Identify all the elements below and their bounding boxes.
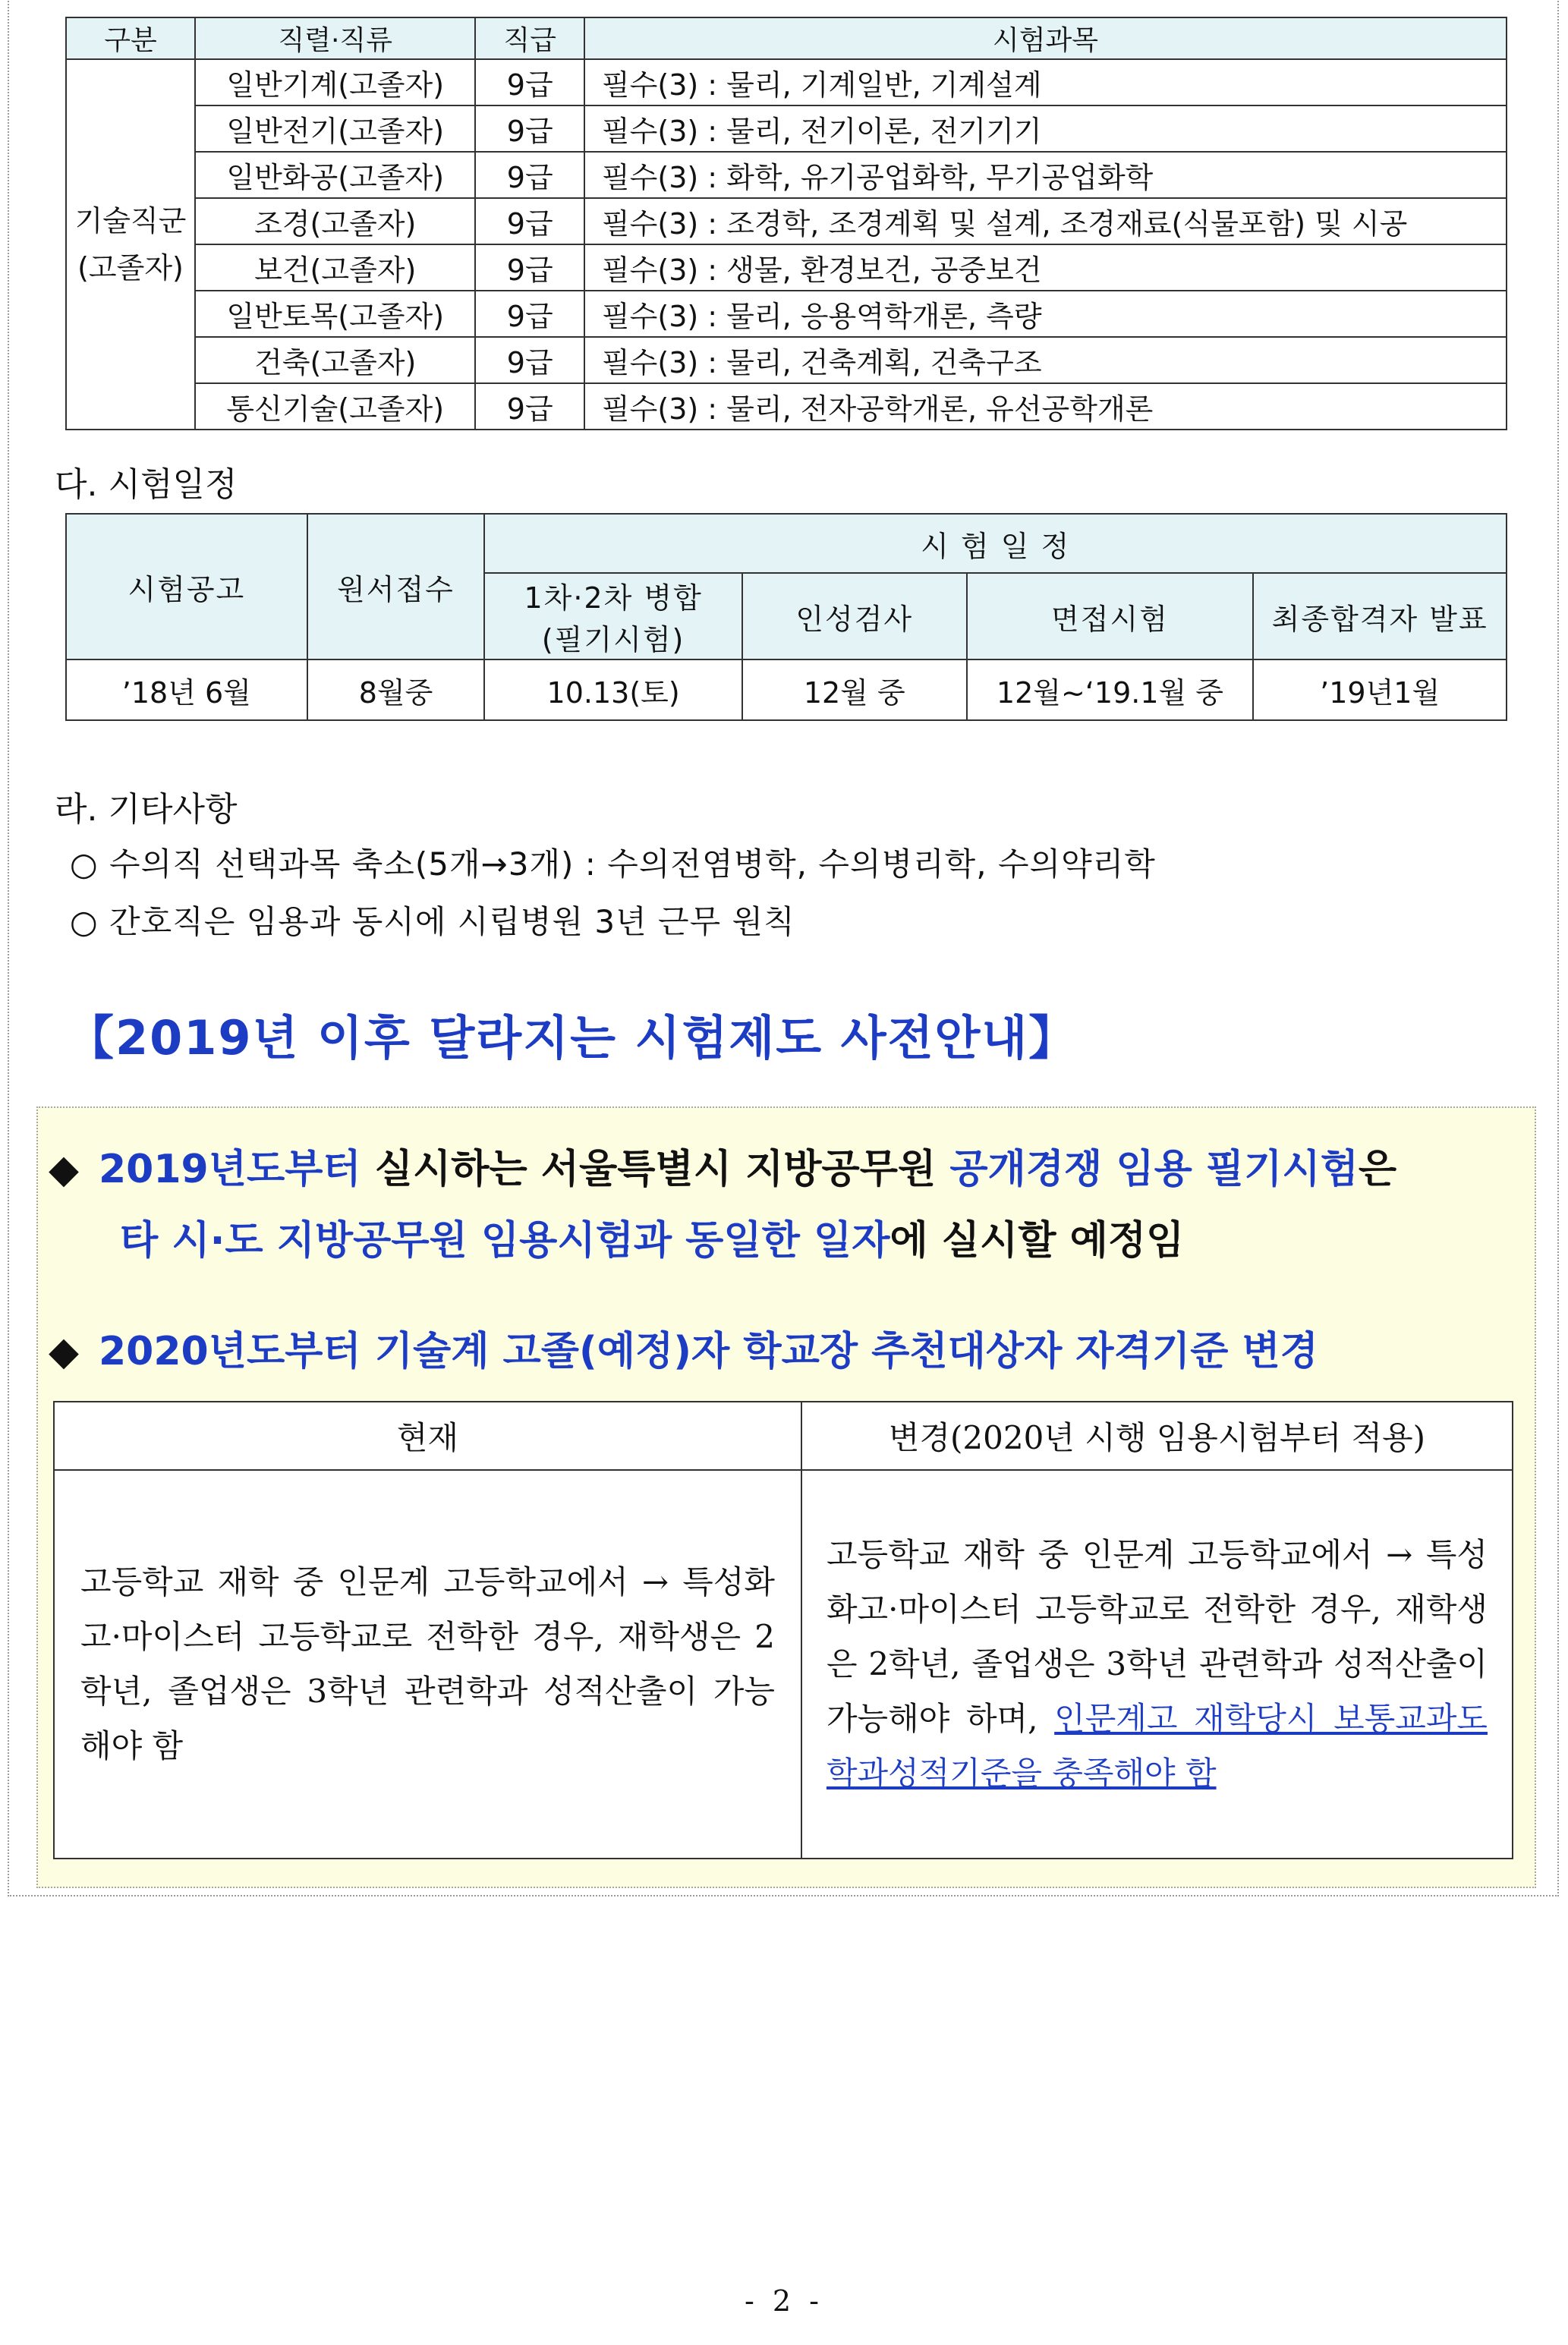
header-current: 현재 bbox=[54, 1402, 801, 1470]
track-cell: 보건(고졸자) bbox=[195, 244, 475, 291]
subjects-cell: 필수(3) : 물리, 전기이론, 전기기기 bbox=[584, 105, 1507, 152]
page-number: - 2 - bbox=[744, 2284, 823, 2318]
header-changed: 변경(2020년 시행 임용시험부터 적용) bbox=[801, 1402, 1513, 1470]
table-row bbox=[66, 152, 1507, 198]
notice-banner-title: 【2019년 이후 달라지는 시험제도 사전안내】 bbox=[67, 1010, 1078, 1065]
track-cell: 일반화공(고졸자) bbox=[195, 152, 475, 198]
table-header-row bbox=[66, 17, 1507, 59]
notice-date: ’18년 6월 bbox=[66, 659, 307, 720]
header-interview: 면접시험 bbox=[967, 573, 1254, 659]
current-criteria: 고등학교 재학 중 인문계 고등학교에서 → 특성화고·마이스터 고등학교로 전학한 경우, 재학생은 2학년, 졸업생은 3학년 관련학과 성적산출이 가능해야 함 bbox=[54, 1470, 801, 1859]
changed-criteria bbox=[801, 1470, 1513, 1859]
notice1-highlight: 공개경쟁 임용 필기시험 bbox=[949, 1147, 1359, 1192]
grade-cell: 9급 bbox=[475, 198, 584, 244]
notice-line-2 bbox=[120, 1208, 1184, 1265]
aptitude-date: 12월 중 bbox=[742, 659, 967, 720]
subjects-cell: 필수(3) : 조경학, 조경계획 및 설계, 조경재료(식물포함) 및 시공 bbox=[584, 198, 1507, 244]
notice-line-1 bbox=[49, 1137, 1396, 1194]
diamond-bullet-icon: ◆ bbox=[49, 1147, 79, 1192]
header-notice: 시험공고 bbox=[66, 514, 307, 659]
subjects-cell: 필수(3) : 물리, 건축계획, 건축구조 bbox=[584, 337, 1507, 383]
group-label-line1: 기술직군 bbox=[74, 204, 187, 238]
notice1-year: 2019년도부터 bbox=[99, 1147, 361, 1192]
track-cell: 일반토목(고졸자) bbox=[195, 291, 475, 337]
table-row bbox=[66, 59, 1507, 105]
subjects-cell: 필수(3) : 생물, 환경보건, 공중보건 bbox=[584, 244, 1507, 291]
table-row bbox=[66, 291, 1507, 337]
notice2-text: 2020년도부터 기술계 고졸(예정)자 학교장 추천대상자 자격기준 변경 bbox=[99, 1329, 1318, 1374]
subjects-cell: 필수(3) : 물리, 응용역학개론, 측량 bbox=[584, 291, 1507, 337]
grade-cell: 9급 bbox=[475, 291, 584, 337]
group-label bbox=[66, 59, 195, 430]
header-subjects: 시험과목 bbox=[584, 17, 1507, 59]
compare-header-row bbox=[54, 1402, 1513, 1470]
written-exam-date: 10.13(토) bbox=[484, 659, 742, 720]
subjects-cell: 필수(3) : 화학, 유기공업화학, 무기공업화학 bbox=[584, 152, 1507, 198]
notice1-tail: 은 bbox=[1358, 1147, 1397, 1192]
track-cell: 일반전기(고졸자) bbox=[195, 105, 475, 152]
diamond-bullet-icon: ◆ bbox=[49, 1329, 79, 1374]
interview-date: 12월~‘19.1월 중 bbox=[967, 659, 1254, 720]
subjects-cell: 필수(3) : 물리, 기계일반, 기계설계 bbox=[584, 59, 1507, 105]
notice-line-3 bbox=[49, 1319, 1318, 1376]
criteria-compare-table bbox=[53, 1401, 1513, 1859]
header-category: 구분 bbox=[66, 17, 195, 59]
compare-body-row bbox=[54, 1470, 1513, 1859]
table-row bbox=[66, 105, 1507, 152]
track-cell: 통신기술(고졸자) bbox=[195, 383, 475, 430]
header-track: 직렬·직류 bbox=[195, 17, 475, 59]
notice1-text: 실시하는 서울특별시 지방공무원 bbox=[361, 1147, 950, 1192]
grade-cell: 9급 bbox=[475, 244, 584, 291]
grade-cell: 9급 bbox=[475, 337, 584, 383]
subjects-cell: 필수(3) : 물리, 전자공학개론, 유선공학개론 bbox=[584, 383, 1507, 430]
grade-cell: 9급 bbox=[475, 105, 584, 152]
header-final-result: 최종합격자 발표 bbox=[1253, 573, 1507, 659]
schedule-table bbox=[65, 513, 1507, 721]
other-item-vet: ○ 수의직 선택과목 축소(5개→3개) : 수의전염병학, 수의병리학, 수의약리학 bbox=[70, 845, 1156, 883]
table-row bbox=[66, 337, 1507, 383]
header-written-exam bbox=[484, 573, 742, 659]
table-row bbox=[66, 198, 1507, 244]
header-written-line2: (필기시험) bbox=[541, 623, 685, 656]
grade-cell: 9급 bbox=[475, 152, 584, 198]
header-grade: 직급 bbox=[475, 17, 584, 59]
header-exam-schedule: 시 험 일 정 bbox=[484, 514, 1507, 573]
application-date: 8월중 bbox=[307, 659, 485, 720]
changed-criteria-highlight: 인문계고 재학당시 보통교과도 학과성적기준을 충족해야 함 bbox=[826, 1700, 1488, 1792]
schedule-header-row bbox=[66, 514, 1507, 573]
header-aptitude: 인성검사 bbox=[742, 573, 967, 659]
header-application: 원서접수 bbox=[307, 514, 485, 659]
table-row bbox=[66, 383, 1507, 430]
track-cell: 조경(고졸자) bbox=[195, 198, 475, 244]
schedule-value-row bbox=[66, 659, 1507, 720]
track-cell: 건축(고졸자) bbox=[195, 337, 475, 383]
schedule-heading: 다. 시험일정 bbox=[55, 465, 238, 504]
changed-criteria-text: 고등학교 재학 중 인문계 고등학교에서 → 특성화고·마이스터 고등학교로 전학한 경우, 재학생은 2학년, 졸업생은 3학년 관련학과 성적산출이 가능해야 하며, bbox=[826, 1536, 1488, 1737]
grade-cell: 9급 bbox=[475, 59, 584, 105]
track-cell: 일반기계(고졸자) bbox=[195, 59, 475, 105]
grade-cell: 9급 bbox=[475, 383, 584, 430]
other-heading: 라. 기타사항 bbox=[55, 790, 238, 829]
group-label-line2: (고졸자) bbox=[77, 251, 184, 285]
header-written-line1: 1차·2차 병합 bbox=[524, 581, 703, 615]
notice1-line2-tail: 에 실시할 예정임 bbox=[889, 1218, 1185, 1264]
notice1-line2-highlight: 타 시·도 지방공무원 임용시험과 동일한 일자 bbox=[120, 1218, 890, 1264]
other-item-nurse: ○ 간호직은 임용과 동시에 시립병원 3년 근무 원칙 bbox=[70, 903, 795, 940]
tech-track-table bbox=[65, 17, 1507, 430]
final-result-date: ’19년1월 bbox=[1253, 659, 1507, 720]
table-row bbox=[66, 244, 1507, 291]
